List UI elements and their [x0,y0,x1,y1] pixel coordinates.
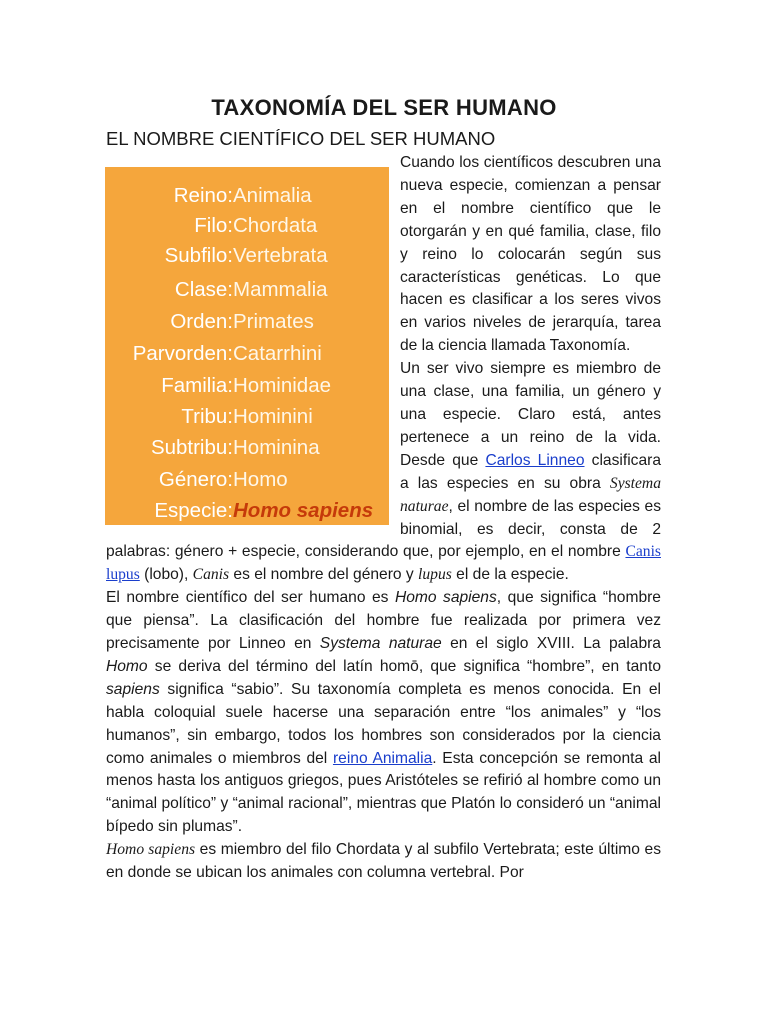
article-body [106,152,661,885]
term-homo: Homo [106,657,148,675]
taxonomy-rank: Orden: [170,310,233,333]
taxonomy-image [105,167,389,525]
paragraph-text: , que significa “hombre que piensa”. La clasificación del hombre fue realizada por primera vez precisamente por Linneo en [106,589,661,653]
taxonomy-value: Catarrhini [233,342,322,365]
taxonomy-value: Chordata [233,214,318,237]
book-title-systema-naturae: Systema naturae [319,635,442,653]
taxonomy-row-filo [105,215,389,245]
paragraph-text: significa “sabio”. Su taxonomía completa es menos conocida. En el habla coloquial suele hacerse una separación entre “los animales” y “los humanos”, sin embargo, todos los hombres son considerados por la ciencia como animales o miembros del [106,680,661,767]
taxonomy-row-subfilo [105,245,389,275]
genus-name-canis: Canis [192,566,230,584]
taxonomy-rank: Parvorden: [132,342,233,365]
taxonomy-value: Mammalia [233,278,328,301]
paragraph-text: Un ser vivo siempre es miembro de una clase, una familia, un género y una especie. Claro está, antes pertenece a un reino de la vida. Desde que [400,360,661,469]
taxonomy-rank: Tribu: [181,405,233,428]
link-carlos-linneo[interactable]: Carlos Linneo [485,451,585,469]
link-reino-animalia[interactable]: reino Animalia [332,749,433,767]
taxonomy-rank: Subfilo: [164,244,233,267]
species-name-homo-sapiens: Homo sapiens [394,589,497,607]
taxonomy-rank: Reino: [173,184,233,207]
paragraph-text: El nombre científico del ser humano es [106,589,395,607]
taxonomy-row-clase [105,279,389,309]
paragraph-text: el de la especie. [451,566,569,584]
taxonomy-value: Hominini [233,405,313,428]
taxonomy-rank: Especie: [154,499,233,522]
paragraph-text: en el siglo XVIII. La palabra [441,635,661,653]
document-subtitle: EL NOMBRE CIENTÍFICO DEL SER HUMANO [106,128,496,149]
paragraph-homo-sapiens [106,587,661,839]
taxonomy-value: Primates [233,310,314,333]
taxonomy-row-familia [105,375,389,405]
taxonomy-row-genero [105,469,389,499]
paragraph-intro: Cuando los científicos descubren una nueva especie, comienzan a pensar en el nombre científico que le otorgarán y en qué familia, clase, filo y reino lo colocarán según sus características genéticas. Lo que hacen es clasificar a los seres vivos en varios niveles de jerarquía, tarea de la ciencia llamada Taxonomía. [400,154,661,355]
paragraph-text: es miembro del filo Chordata y al subfilo Vertebrata; este último es en donde se ubican los animales con columna vertebral. Por [106,841,662,882]
taxonomy-row-tribu [105,406,389,436]
book-title-systema-naturae: Systema naturae [400,474,661,515]
link-canis-lupus[interactable]: Canis lupus [106,543,661,584]
paragraph-text: se deriva del término del latín homō, que significa “hombre”, en tanto [147,657,661,675]
taxonomy-rank: Familia: [161,374,233,397]
term-sapiens: sapiens [106,680,160,698]
species-name-homo-sapiens: Homo sapiens [106,841,196,859]
paragraph-text: clasificara a las especies en su obra [400,451,661,492]
paragraph-text: , el nombre de las especies es binomial, es decir, consta de 2 palabras: género + especie, considerando que, por ejemplo, en el nombre [106,497,661,561]
taxonomy-value: Hominidae [233,374,331,397]
taxonomy-rank: Género: [158,468,233,491]
document-title: TAXONOMÍA DEL SER HUMANO [211,95,557,120]
taxonomy-value: Homo [233,468,288,491]
paragraph-text: . Esta concepción se remonta al menos hasta los antiguos griegos, pues Aristóteles se refirió al hombre como un “animal político” y “animal racional”, mientras que Platón lo consideró un “animal bípedo sin plumas”. [106,749,661,836]
paragraph-text: es el nombre del género y [229,566,419,584]
paragraph-chordata [106,839,661,885]
taxonomy-row-orden [105,311,389,341]
taxonomy-value: Vertebrata [233,244,328,267]
taxonomy-rank: Clase: [174,278,233,301]
taxonomy-rank: Filo: [194,214,233,237]
taxonomy-rank: Subtribu: [150,436,233,459]
taxonomy-value: Hominina [233,436,320,459]
taxonomy-row-especie [105,500,389,530]
taxonomy-value: Animalia [233,184,312,207]
taxonomy-row-reino [105,185,389,215]
paragraph-text: (lobo), [139,566,193,584]
taxonomy-value-species: Homo sapiens [233,499,374,522]
taxonomy-row-parvorden [105,343,389,373]
species-name-lupus: lupus [418,566,452,584]
taxonomy-row-subtribu [105,437,389,467]
